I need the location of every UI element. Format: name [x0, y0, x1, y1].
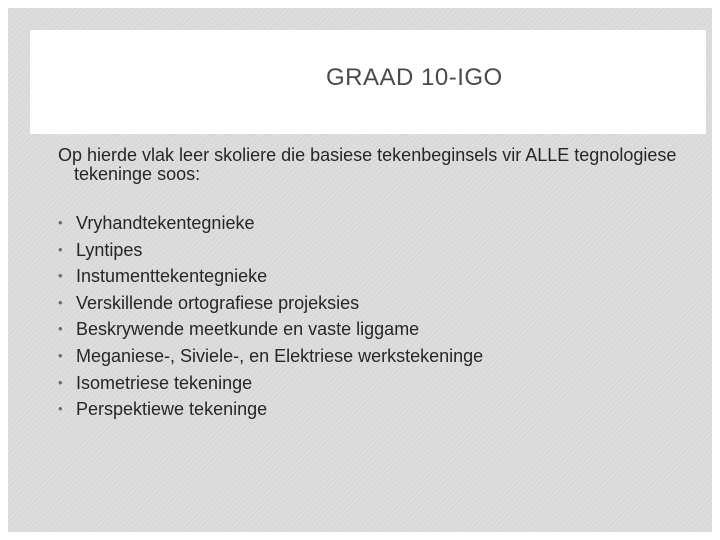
bullet-item: [58, 396, 678, 423]
bullet-text: Perspektiewe tekeninge: [76, 399, 268, 420]
bullet-item: [58, 237, 678, 264]
bullet-dot-icon: •: [58, 268, 63, 284]
bullet-item: [58, 290, 678, 317]
bullet-text: Lyntipes: [76, 239, 143, 260]
title-box: [30, 30, 706, 134]
bullet-text: Isometriese tekeninge: [76, 372, 253, 393]
slide-title: GRAAD 10-IGO: [326, 64, 503, 91]
bullet-dot-icon: •: [58, 321, 63, 337]
bullet-text: Meganiese-, Siviele-, en Elektriese werkstekeninge: [76, 345, 484, 366]
content-area: [58, 146, 678, 423]
bullet-item: [58, 316, 678, 343]
bullet-text: Vryhandtekentegnieke: [76, 213, 255, 233]
bullet-dot-icon: •: [58, 294, 63, 310]
bullet-dot-icon: •: [58, 401, 63, 417]
bullet-text: Instumenttekentegnieke: [76, 266, 268, 287]
bullet-item: [58, 263, 678, 290]
bullet-dot-icon: •: [58, 347, 63, 363]
bullet-text: Verskillende ortografiese projeksies: [76, 292, 360, 313]
bullet-dot-icon: •: [58, 215, 63, 230]
bullet-item: [58, 343, 678, 370]
bullet-text: Beskrywende meetkunde en vaste liggame: [76, 319, 420, 340]
intro-paragraph: Op hierde vlak leer skoliere die basiese tekenbeginsels vir ALLE tegnologiese tekeninge soos:: [58, 145, 677, 184]
bullet-dot-icon: •: [58, 241, 63, 257]
bullet-item: [58, 370, 678, 397]
bullet-item: [58, 210, 678, 237]
bullet-list: [58, 210, 678, 423]
bullet-dot-icon: •: [58, 374, 63, 390]
